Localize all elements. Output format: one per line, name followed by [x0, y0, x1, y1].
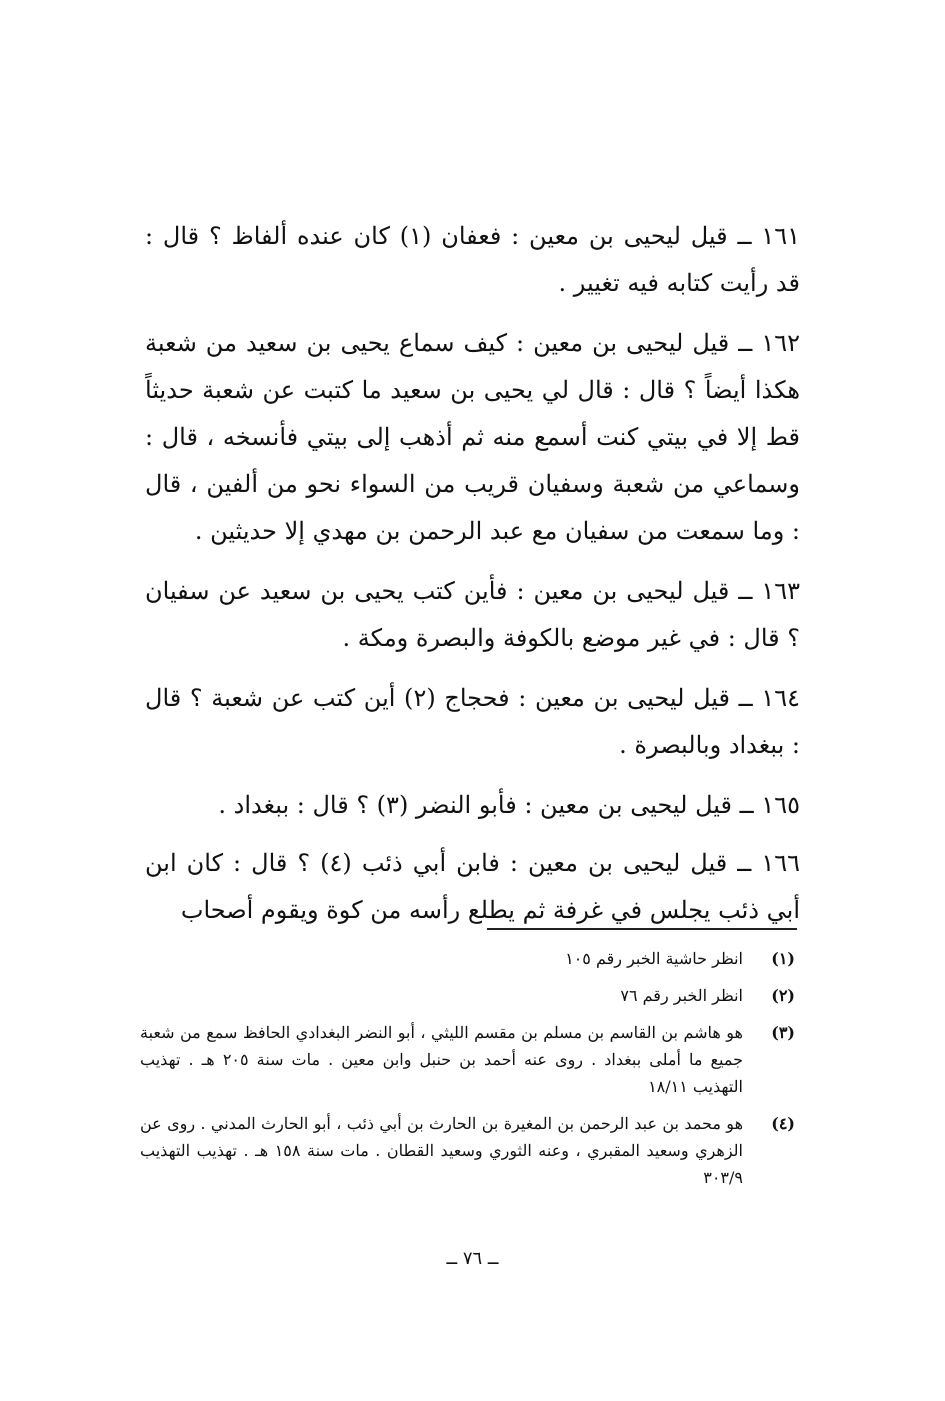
footnote-number: (٣): [771, 1023, 795, 1042]
footnote-3: [140, 1019, 795, 1100]
footnote-4: [140, 1110, 795, 1191]
narration-165: ١٦٥ ــ قيل ليحيى بن معين : فأبو النضر (٣) ؟ قال : ببغداد .: [218, 791, 800, 819]
page-number: ــ ٧٦ ــ: [446, 1248, 499, 1269]
footnote-text: انظر الخبر رقم ٧٦: [620, 986, 743, 1005]
narration-162: ١٦٢ ــ قيل ليحيى بن معين : كيف سماع يحيى بن سعيد من شعبة هكذا أيضاً ؟ قال : قال لي يحيى بن سعيد ما كتبت عن شعبة حديثاً قط إلا في بيتي كنت أسمع منه ثم أذهب إلى بيتي فأنسخه ، قال : وسماعي من شعبة وسفيان قريب من السواء نحو من ألفين ، قال : وما سمعت من سفيان مع عبد الرحمن بن مهدي إلا حديثين .: [145, 329, 800, 545]
footnote-1: [140, 945, 795, 972]
narration-163: ١٦٣ ــ قيل ليحيى بن معين : فأين كتب يحيى بن سعيد عن سفيان ؟ قال : في غير موضع بالكوفة والبصرة ومكة .: [145, 577, 800, 652]
narration-166: ١٦٦ ــ قيل ليحيى بن معين : فابن أبي ذئب (٤) ؟ قال : كان ابن أبي ذئب يجلس في غرفة ثم يطلع رأسه من كوة ويقوم أصحاب: [145, 849, 800, 924]
footnote-number: (٢): [771, 986, 795, 1005]
footnote-number: (١): [771, 949, 795, 968]
narration-164: ١٦٤ ــ قيل ليحيى بن معين : فحجاج (٢) أين كتب عن شعبة ؟ قال : ببغداد وبالبصرة .: [145, 684, 800, 759]
footnote-text: هو محمد بن عبد الرحمن بن المغيرة بن الحارث بن أبي ذئب ، أبو الحارث المدني . روى عن الزهري وسعيد المقبري ، وعنه الثوري وسعيد القطان . مات سنة ١٥٨ هـ . تهذيب التهذيب ٣٠٣/٩: [140, 1114, 744, 1187]
footnote-2: [140, 982, 795, 1009]
footnote-number: (٤): [771, 1114, 795, 1133]
footnotes: [140, 945, 795, 1201]
footnote-text: انظر حاشية الخبر رقم ١٠٥: [565, 949, 743, 968]
footnote-text: هو هاشم بن القاسم بن مسلم بن مقسم الليثي ، أبو النضر البغدادي الحافظ سمع من شعبة جميع ما أملى ببغداد . روى عنه أحمد بن حنبل وابن معين . مات سنة ٢٠٥ هـ . تهذيب التهذيب ١٨/١١: [140, 1023, 743, 1096]
narration-161: ١٦١ ــ قيل ليحيى بن معين : فعفان (١) كان عنده ألفاظ ؟ قال : قد رأيت كتابه فيه تغيير .: [145, 222, 801, 297]
footnote-separator: [487, 928, 797, 930]
main-text: [145, 213, 800, 947]
